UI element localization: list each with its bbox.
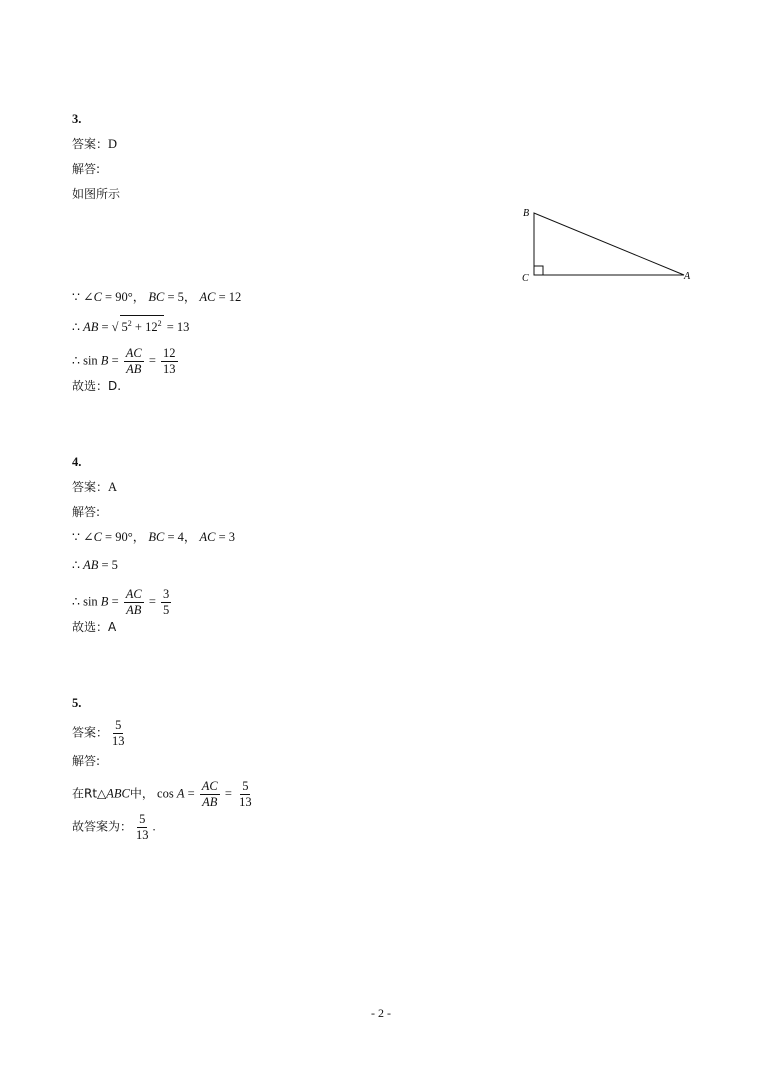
page-number: - 2 - — [371, 1006, 391, 1020]
q3-conclusion: 故选：D. — [72, 379, 122, 393]
q4-given — [72, 528, 235, 546]
q4-conclusion: 故选：A — [72, 620, 117, 634]
q4-answer-label: 答案： — [72, 480, 109, 494]
denominator: 13 — [163, 362, 176, 376]
var-b: B — [100, 594, 109, 609]
q3-solution-label: 解答: — [72, 162, 101, 176]
q5-cosine — [72, 779, 256, 810]
angle-symbol: ∠ — [83, 290, 94, 304]
exponent: 2 — [157, 319, 162, 328]
var-ac: AC — [199, 530, 216, 544]
q4-answer-value: A — [108, 480, 118, 494]
denominator: AB — [126, 362, 142, 376]
q3-intro: 如图所示 — [72, 187, 121, 201]
numerator: 5 — [242, 779, 249, 793]
fraction — [161, 346, 178, 377]
eq-text: = — [145, 353, 160, 368]
fraction — [134, 812, 151, 843]
vertex-label-b: B — [523, 208, 530, 219]
result-text: = 13 — [163, 320, 190, 335]
var-bc: BC — [148, 290, 165, 304]
triangle-shape — [534, 213, 684, 275]
q4-solution-label: 解答: — [72, 505, 101, 519]
numerator: AC — [125, 346, 142, 360]
var-c: C — [93, 530, 102, 544]
eq-text: = 90°， — [101, 530, 146, 544]
numerator: 5 — [115, 718, 122, 732]
q5-solution-label: 解答: — [72, 754, 101, 768]
eq-text: = — [145, 594, 160, 609]
q5-answer — [72, 718, 129, 749]
var-ac: AC — [199, 290, 216, 304]
q5-answer-label: 答案： — [72, 725, 109, 740]
q3-answer-value: D — [108, 137, 118, 151]
eq-text: = — [108, 353, 122, 368]
numerator: 3 — [163, 587, 170, 601]
fraction — [237, 779, 254, 810]
radicand-b: + 12 — [131, 320, 158, 335]
vertex-label-a: A — [684, 271, 691, 282]
q3-given — [72, 288, 241, 306]
vertex-label-c: C — [522, 273, 529, 284]
sqrt-radicand — [120, 315, 164, 335]
because-symbol: ∵ — [72, 290, 80, 304]
q3-sine — [72, 346, 180, 377]
therefore-symbol: ∴ — [72, 594, 80, 609]
q5-conclusion — [72, 812, 156, 843]
q4-answer — [72, 478, 117, 496]
eq-text: = 90°， — [101, 290, 146, 304]
fraction — [124, 587, 144, 618]
q3-pythagoras: ∴ AB = √ $5^2 + 12^2 = 13$ — [72, 315, 189, 336]
eq-text: = — [221, 786, 236, 801]
numerator: AC — [125, 587, 142, 601]
fraction — [110, 718, 127, 749]
var-c: C — [93, 290, 102, 304]
conclusion-label: 故答案为： — [72, 819, 133, 834]
q4-ab — [72, 556, 118, 574]
q3-answer-label: 答案： — [72, 137, 109, 151]
sin-func: sin — [83, 353, 98, 368]
fraction — [200, 779, 220, 810]
denominator: AB — [202, 795, 218, 809]
denominator: AB — [126, 603, 142, 617]
denominator: 13 — [136, 828, 149, 842]
right-triangle-figure — [518, 204, 698, 286]
numerator: 12 — [163, 346, 176, 360]
eq-text: = 4， — [164, 530, 197, 544]
fraction — [124, 346, 144, 377]
cos-func: cos — [157, 786, 174, 801]
eq-text: = — [184, 786, 198, 801]
because-symbol: ∵ — [72, 530, 80, 544]
numerator: AC — [201, 779, 218, 793]
denominator: 5 — [163, 603, 170, 617]
eq-text: = 5， — [164, 290, 197, 304]
eq-text: = 3 — [215, 530, 236, 544]
eq-text: = — [108, 594, 122, 609]
mid-text: 中， — [129, 786, 154, 801]
therefore-symbol: ∴ — [72, 558, 80, 572]
q4-sine — [72, 587, 173, 618]
var-ab: AB — [83, 558, 99, 572]
var-bc: BC — [148, 530, 165, 544]
q3-number: 3. — [72, 112, 82, 126]
denominator: 13 — [239, 795, 252, 809]
var-abc: ABC — [106, 786, 130, 801]
eq-text: = — [98, 320, 112, 335]
var-a: A — [176, 786, 185, 801]
exponent: 2 — [127, 319, 132, 328]
right-angle-marker — [534, 266, 543, 275]
numerator: 5 — [139, 812, 146, 826]
denominator: 13 — [112, 734, 125, 748]
rt-triangle-text: 在Rt△ — [72, 786, 107, 801]
eq-text: = 5 — [98, 558, 118, 572]
therefore-symbol: ∴ — [72, 353, 80, 368]
angle-symbol: ∠ — [83, 530, 94, 544]
q3-answer — [72, 135, 117, 153]
radicand-a: 5 — [121, 320, 128, 335]
fraction — [161, 587, 171, 618]
eq-text: = 12 — [215, 290, 242, 304]
sin-func: sin — [83, 594, 98, 609]
var-ab: AB — [83, 320, 99, 335]
period: . — [152, 819, 156, 834]
therefore-symbol: ∴ — [72, 320, 80, 335]
q5-number: 5. — [72, 696, 82, 710]
q4-number: 4. — [72, 455, 82, 469]
var-b: B — [100, 353, 109, 368]
